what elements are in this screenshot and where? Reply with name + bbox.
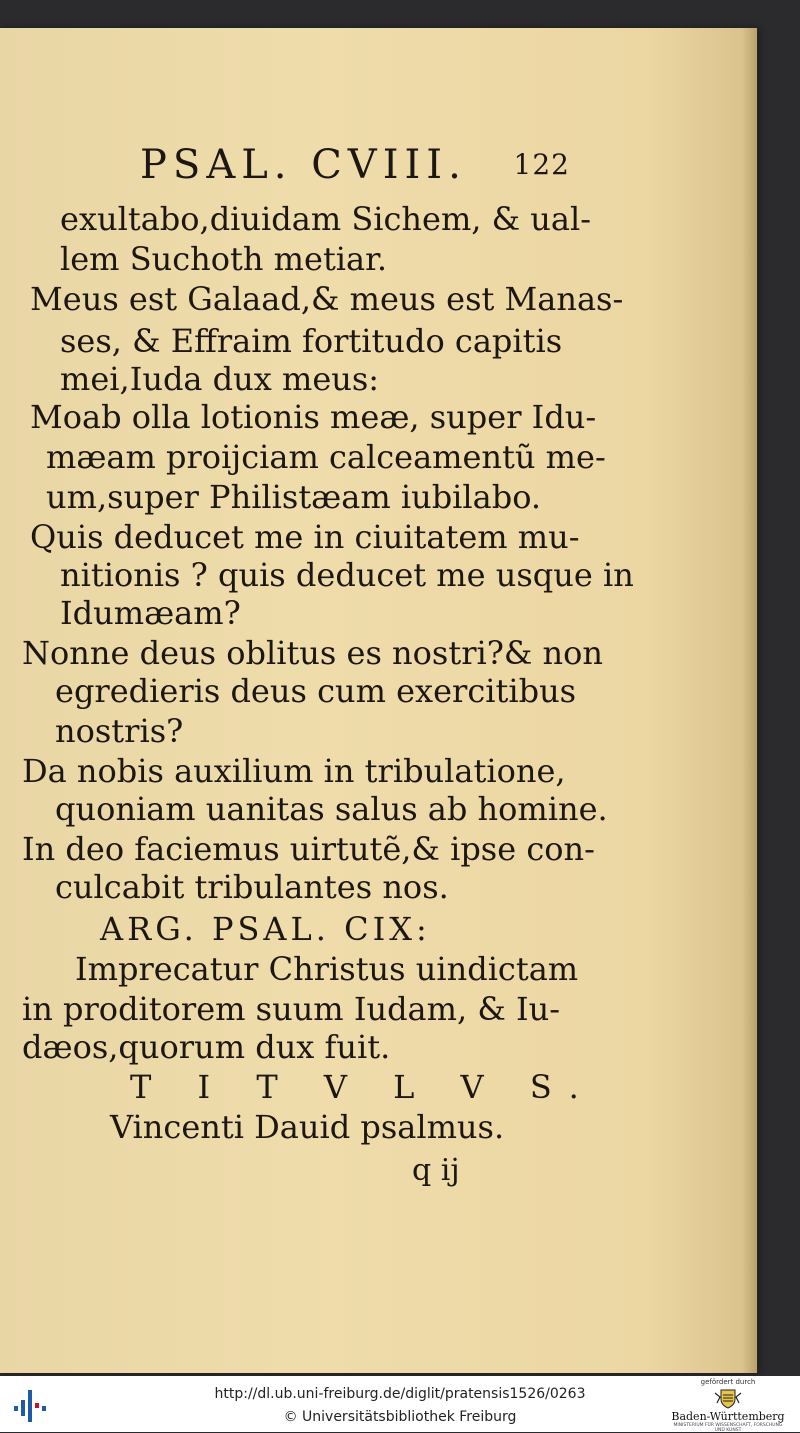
text-line: culcabit tribulantes nos. (55, 868, 449, 906)
text-line: Moab olla lotionis meæ, super Idu- (30, 398, 597, 436)
text-line: lem Suchoth metiar. (60, 240, 388, 278)
funder-label: gefördert durch (700, 1378, 756, 1386)
text-line: um,super Philistæam iubilabo. (46, 478, 542, 516)
viewer-footer (0, 1376, 800, 1432)
text-line: In deo faciemus uirtutẽ,& ipse con- (22, 830, 595, 868)
page-number: 122 (513, 148, 570, 181)
text-line: mæam proijciam calceamentũ me- (46, 438, 606, 476)
funder-block (668, 1378, 788, 1433)
text-line: egredieris deus cum exercitibus (55, 672, 577, 710)
running-header (140, 142, 580, 192)
titulus-heading: T I T V L V S. (130, 1068, 597, 1106)
text-line: quoniam uanitas salus ab homine. (55, 790, 608, 828)
text-line: ses, & Effraim fortitudo capitis (60, 322, 563, 360)
text-line: mei,Iuda dux meus: (60, 360, 380, 398)
text-line: dæos,quorum dux fuit. (22, 1028, 391, 1066)
text-line: nostris? (55, 712, 184, 750)
text-line: in proditorem suum Iudam, & Iu- (22, 990, 561, 1028)
copyright-text: © Universitätsbibliothek Freiburg (283, 1409, 517, 1425)
page-edge-shadow (742, 28, 758, 1373)
text-line: Da nobis auxilium in tribulatione, (22, 752, 566, 790)
text-line: exultabo,diuidam Sichem, & ual- (60, 200, 592, 238)
funder-subtitle: MINISTERIUM FÜR WISSENSCHAFT, FORSCHUNG UND KUNST (673, 1423, 783, 1433)
signature-mark: q ij (412, 1153, 460, 1188)
state-crest-icon (713, 1387, 743, 1409)
text-line: nitionis ? quis deducet me usque in (60, 556, 634, 594)
document-url-link[interactable]: http://dl.ub.uni-freiburg.de/diglit/pratensis1526/0263 (214, 1386, 586, 1402)
text-line: Vincenti Dauid psalmus. (110, 1108, 505, 1146)
text-line: Meus est Galaad,& meus est Manas- (30, 280, 624, 318)
argument-heading: ARG. PSAL. CIX: (100, 910, 431, 948)
text-line: Idumæam? (60, 594, 241, 632)
text-line: Imprecatur Christus uindictam (75, 950, 579, 988)
header-title: PSAL. CVIII. (140, 142, 467, 188)
text-line: Nonne deus oblitus es nostri?& non (22, 634, 604, 672)
funder-name: Baden-Württemberg (671, 1410, 785, 1423)
text-line: Quis deducet me in ciuitatem mu- (30, 518, 580, 556)
